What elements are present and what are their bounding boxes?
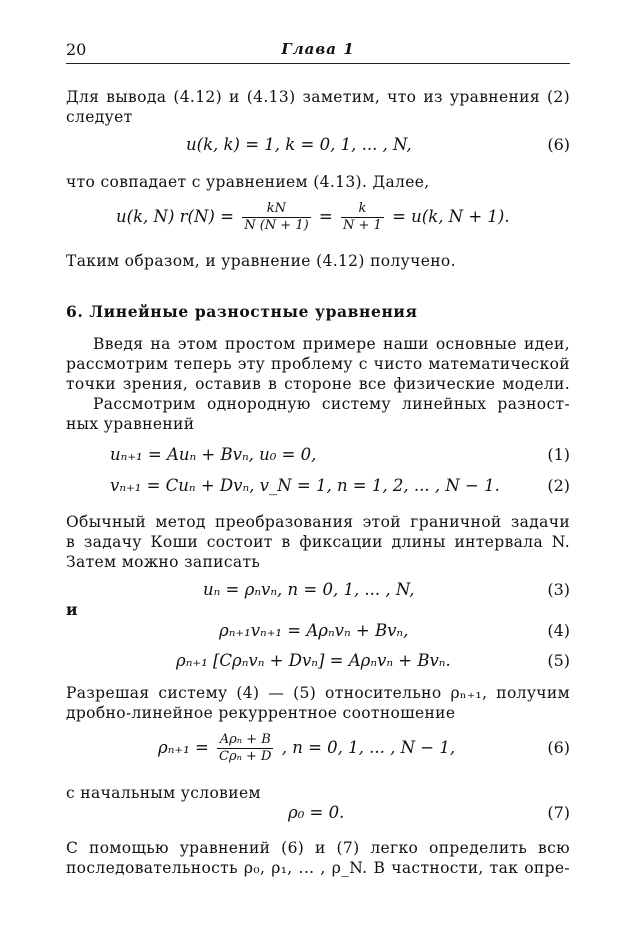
equation-5: ρₙ₊₁ [Cρₙvₙ + Dvₙ] = Aρₙvₙ + Bvₙ. [176, 651, 451, 670]
fraction-numerator: k [341, 201, 384, 218]
equation-number: (2) [547, 476, 570, 495]
equation-3: uₙ = ρₙvₙ, n = 0, 1, ... , N, [203, 580, 415, 599]
running-header [66, 40, 570, 64]
fraction-denominator: N (N + 1) [244, 218, 309, 233]
equation-part: ρₙ₊₁ = [158, 738, 209, 757]
paragraph-line: что совпадает с уравнением (4.13). Далее, [66, 173, 430, 191]
equation-4: ρₙ₊₁vₙ₊₁ = Aρₙvₙ + Bvₙ, [219, 621, 409, 640]
header-rule [66, 63, 570, 64]
equation-1: uₙ₊₁ = Auₙ + Bvₙ, u₀ = 0, [110, 445, 317, 464]
fraction-denominator: N + 1 [343, 218, 382, 233]
paragraph-line: с начальным условием [66, 784, 261, 802]
equation-number: (7) [547, 803, 570, 822]
paragraph-line: в задачу Коши состоит в фиксации длины интервала N. [66, 533, 570, 551]
fraction [341, 201, 384, 234]
equation-number: (3) [547, 580, 570, 599]
paragraph-line: рассмотрим теперь эту проблему с чисто математической [66, 355, 570, 373]
equation-number: (6) [547, 135, 570, 154]
paragraph-line: Обычный метод преобразования этой граничной задачи [66, 513, 570, 531]
equation-number: (4) [547, 621, 570, 640]
equation-7: ρ₀ = 0. [288, 803, 345, 822]
equation-part: , n = 0, 1, ... , N − 1, [281, 738, 456, 757]
paragraph-line: Разрешая систему (4) — (5) относительно ρₙ₊₁, получим [66, 684, 570, 702]
paragraph-line: Для вывода (4.12) и (4.13) заметим, что из уравнения (2) [66, 88, 570, 106]
paragraph-line: точки зрения, оставив в стороне все физические модели. [66, 375, 570, 393]
equation-6a: u(k, k) = 1, k = 0, 1, ... , N, [186, 135, 412, 154]
equation-number: (5) [547, 651, 570, 670]
paragraph-line: последовательность ρ₀, ρ₁, ... , ρ_N. В частности, так опре- [66, 859, 570, 877]
conjunction-and: и [66, 600, 78, 619]
section-heading: 6. Линейные разностные уравнения [66, 302, 418, 321]
paragraph-line: Введя на этом простом примере наши основные идеи, [93, 335, 570, 353]
paragraph-line: следует [66, 108, 133, 126]
paragraph-line: дробно-линейное рекуррентное соотношение [66, 704, 456, 722]
paragraph-line: Затем можно записать [66, 553, 261, 571]
equation-2: vₙ₊₁ = Cuₙ + Dvₙ, v_N = 1, n = 1, 2, ... , N − 1. [110, 476, 500, 495]
equation-6-recurrence [158, 728, 455, 768]
equation-number: (6) [547, 738, 570, 757]
equation-part: = u(k, N + 1). [392, 207, 510, 226]
fraction [242, 201, 310, 234]
paragraph-line: ных уравнений [66, 415, 195, 433]
equation-part: u(k, N) r(N) = [116, 207, 234, 226]
fraction [217, 732, 273, 765]
fraction-numerator: Aρₙ + B [217, 732, 273, 749]
equation-fraction-line [116, 198, 510, 236]
equation-number: (1) [547, 445, 570, 464]
paragraph-line: С помощью уравнений (6) и (7) легко определить всю [66, 839, 570, 857]
equation-part: = [318, 207, 333, 226]
paragraph-line: Рассмотрим однородную систему линейных разност- [93, 395, 570, 413]
fraction-denominator: Cρₙ + D [219, 749, 272, 764]
paragraph-line: Таким образом, и уравнение (4.12) получено. [66, 252, 456, 270]
page-number: 20 [66, 40, 87, 59]
chapter-title: Глава 1 [281, 40, 355, 58]
fraction-numerator: kN [242, 201, 310, 218]
